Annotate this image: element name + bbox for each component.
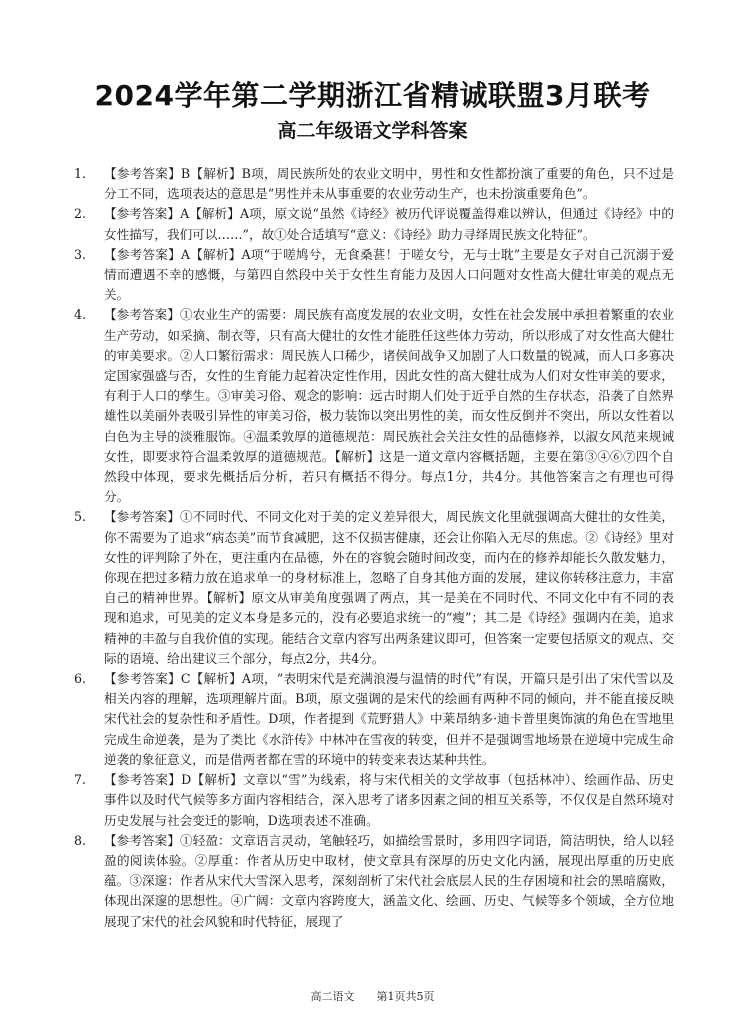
answer-item-2	[74, 204, 674, 244]
answer-item-8	[74, 831, 674, 932]
answer-number: 6.	[74, 671, 87, 687]
answer-text: 【参考答案】①不同时代、不同文化对于美的定义差异很大，周民族文化里就强调高大健壮的女性美，你不需要为了追求“病态美”而节食减肥，这不仅损害健康，还会让你陷入无尽的焦虑。②《诗经》里对女性的评判除了外在，更注重内在品德，外在的容貌会随时间改变，而内在的修养却能长久散发魅力，你现在把过多精力放在追求单一的身材标准上，忽略了自身其他方面的发展，建议你转移注意力，丰富自己的精神世界。【解析】原文从审美角度强调了两点，其一是美在不同时代、不同文化中有不同的表现和追求，可见美的定义本身是多元的，没有必要追求统一的“瘦”；其二是《诗经》强调内在美，追求精神的丰盈与自我价值的实现。能结合文章内容写出两条建议即可，但答案一定要包括原文的观点、交际的语境、给出建议三个部分，每点2分，共4分。	[104, 509, 674, 666]
answer-item-7	[74, 770, 674, 831]
answer-text: 【参考答案】①农业生产的需要：周民族有高度发展的农业文明，女性在社会发展中承担着繁重的农业生产劳动，如采摘、制衣等，只有高大健壮的女性才能胜任这些体力劳动，所以形成了对女性高大健壮的审美要求。②人口繁衍需求：周民族人口稀少，诸侯间战争又加剧了人口数量的锐减，而人口多寡决定国家强盛与否，女性的生育能力起着决定性作用，因此女性的高大健壮成为人们对女性审美的要求，有利于人口的孳生。③审美习俗、观念的影响：远古时期人们处于近乎自然的生存状态，沿袭了自然界雄性以美丽外表吸引异性的审美习俗，极力装饰以突出男性的美，而女性反倒并不突出，所以女性着以白色为主导的淡雅服饰。④温柔敦厚的道德规范：周民族社会关注女性的品德修养，以淑女风范来规诫女性，即要求符合温柔敦厚的道德规范。【解析】这是一道文章内容概括题，主要在第③④⑥⑦四个自然段中体现，要求先概括后分析，若只有概括不得分。每点1分，共4分。其他答案言之有理也可得分。	[104, 307, 674, 505]
answer-number: 3.	[74, 246, 87, 262]
answer-list	[74, 164, 674, 932]
page-title: 2024学年第二学期浙江省精诚联盟3月联考	[94, 79, 651, 112]
answer-text: 【参考答案】A【解析】A项，原文说“虽然《诗经》被历代评说覆盖得难以辨认，但通过《诗经》中的女性描写，我们可以……”，故①处合适填写“意义：《诗经》助力寻绎周民族文化特征”。	[104, 206, 674, 242]
page-footer	[0, 990, 745, 1004]
answer-number: 4.	[74, 307, 87, 323]
footer-subject: 高二语文	[310, 990, 355, 1003]
answer-number: 5.	[74, 509, 87, 525]
answer-item-4	[74, 305, 674, 507]
footer-page-number: 第1页共5页	[376, 990, 435, 1003]
answer-number: 8.	[74, 832, 87, 848]
answer-text: 【参考答案】①轻盈：文章语言灵动，笔触轻巧，如描绘雪景时，多用四字词语，简洁明快，给人以轻盈的阅读体验。②厚重：作者从历史中取材，使文章具有深厚的历史文化内涵，展现出厚重的历史底蕴。③深邃：作者从宋代大雪深入思考，深刻剖析了宋代社会底层人民的生存困境和社会的黑暗腐败，体现出深邃的思想性。④广阔：文章内容跨度大，涵盖文化、绘画、历史、气候等多个领域，全方位地展现了宋代的社会风貌和时代特征，展现了	[104, 832, 674, 929]
answer-number: 1.	[74, 166, 87, 181]
answer-item-5	[74, 507, 674, 669]
answer-text: 【参考答案】A【解析】A项“于嗟鸠兮，无食桑葚！于嗟女兮，无与士耽”主要是女子对自己沉溺于爱情而遭遇不幸的感慨，与第四自然段中关于女性生育能力及因人口问题对女性高大健壮审美的观点无关。	[104, 246, 674, 303]
answer-text: 【参考答案】C【解析】A项，“表明宋代是充满浪漫与温情的时代”有误，开篇只是引出了宋代雪以及相关内容的理解，选项理解片面。B项，原文强调的是宋代的绘画有两种不同的倾向，并不能直接反映宋代社会的复杂性和矛盾性。D项，作者提到《荒野猎人》中莱昂纳多·迪卡普里奥饰演的角色在雪地里完成生命逆袭，是为了类比《水浒传》中林冲在雪夜的转变，但并不是强调雪地场景在逆境中完成生命逆袭的象征意义，而是借两者都在雪的环境中的转变来表达某种共性。	[104, 671, 674, 767]
answer-number: 2.	[74, 206, 87, 222]
answer-item-1	[74, 164, 674, 204]
answer-item-6	[74, 669, 674, 770]
page-subtitle: 高二年级语文学科答案	[277, 120, 468, 142]
answer-text: 【参考答案】B【解析】B项，周民族所处的农业文明中，男性和女性都扮演了重要的角色，只不过是分工不同，选项表达的意思是“男性并未从事重要的农业劳动生产，也未扮演重要角色”。	[104, 166, 674, 202]
answer-text: 【参考答案】D【解析】文章以“雪”为线索，将与宋代相关的文学故事（包括林冲）、绘画作品、历史事件以及时代气候等多方面内容相结合，深入思考了诸多因素之间的相互关系等，不仅仅是自然环境对历史发展与社会变迁的影响，D选项表述不准确。	[104, 772, 674, 828]
answer-number: 7.	[74, 772, 87, 788]
answer-item-3	[74, 245, 674, 306]
